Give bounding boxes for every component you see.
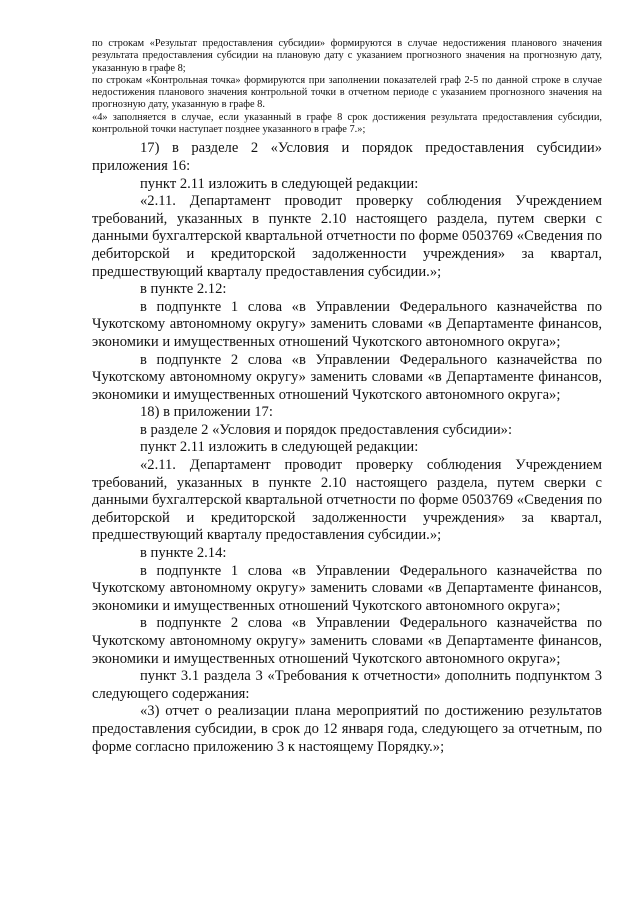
footnote-result-rows: по строкам «Результат предоставления субсидии» формируются в случае недостижения планового значения результата предоставления субсидии на плановую дату с указанием прогнозного значения на прогнозную дату, указанную в графе 8; xyxy=(92,38,602,74)
paragraph: пункт 2.11 изложить в следующей редакции: xyxy=(140,439,419,456)
footnotes xyxy=(92,38,602,136)
paragraph: в подпункте 1 слова «в Управлении Федерального казначейства по Чукотскому автономному округу» заменить словами «в Департаменте финансов, экономики и имущественных отношений Чукотского автономного округа»; xyxy=(92,562,602,614)
paragraph: «2.11. Департамент проводит проверку соблюдения Учреждением требований, указанных в пункте 2.10 настоящего раздела, путем сверки с данными бухгалтерской квартальной отчетности по форме 0503769 «Сведения по дебиторской и кредиторской задолженности учреждения» за квартал, предшествующий кварталу предоставления субсидии.»; xyxy=(92,457,602,544)
paragraph: в подпункте 2 слова «в Управлении Федерального казначейства по Чукотскому автономному округу» заменить словами «в Департаменте финансов, экономики и имущественных отношений Чукотского автономного округа»; xyxy=(92,351,602,403)
footnote-column-4: «4» заполняется в случае, если указанный в графе 8 срок достижения результата предоставления субсидии, контрольной точки наступает позднее указанного в графе 7.»; xyxy=(92,111,602,136)
paragraph: пункт 3.1 раздела 3 «Требования к отчетности» дополнить подпунктом 3 следующего содержания: xyxy=(92,668,602,702)
paragraph: в разделе 2 «Условия и порядок предоставления субсидии»: xyxy=(140,421,513,438)
paragraph: в пункте 2.12: xyxy=(140,281,227,298)
paragraph: «3) отчет о реализации плана мероприятий по достижению результатов предоставления субсидии, в срок до 12 января года, следующего за отчетным, по форме согласно приложению 3 к настоящему Порядку.»; xyxy=(92,703,602,755)
paragraph: «2.11. Департамент проводит проверку соблюдения Учреждением требований, указанных в пункте 2.10 настоящего раздела, путем сверки с данными бухгалтерской квартальной отчетности по форме 0503769 «Сведения по дебиторской и кредиторской задолженности учреждения» за квартал, предшествующий кварталу предоставления субсидии.»; xyxy=(92,193,602,280)
document-body xyxy=(92,140,602,756)
paragraph-item-17: 17) в разделе 2 «Условия и порядок предоставления субсидии» приложения 16: xyxy=(92,140,602,174)
document-page xyxy=(92,38,602,756)
paragraph: в пункте 2.14: xyxy=(140,545,227,562)
paragraph-item-18: 18) в приложении 17: xyxy=(140,404,273,421)
footnote-control-point-rows: по строкам «Контрольная точка» формируются при заполнении показателей граф 2-5 по данной строке в случае недостижения планового значения контрольной точки в отчетном периоде с указанием прогнозного значения на прогнозную дату, указанную в графе 8. xyxy=(92,74,602,111)
paragraph: в подпункте 2 слова «в Управлении Федерального казначейства по Чукотскому автономному округу» заменить словами «в Департаменте финансов, экономики и имущественных отношений Чукотского автономного округа»; xyxy=(92,615,602,667)
paragraph: пункт 2.11 изложить в следующей редакции: xyxy=(140,175,419,192)
paragraph: в подпункте 1 слова «в Управлении Федерального казначейства по Чукотскому автономному округу» заменить словами «в Департаменте финансов, экономики и имущественных отношений Чукотского автономного округа»; xyxy=(92,298,602,350)
